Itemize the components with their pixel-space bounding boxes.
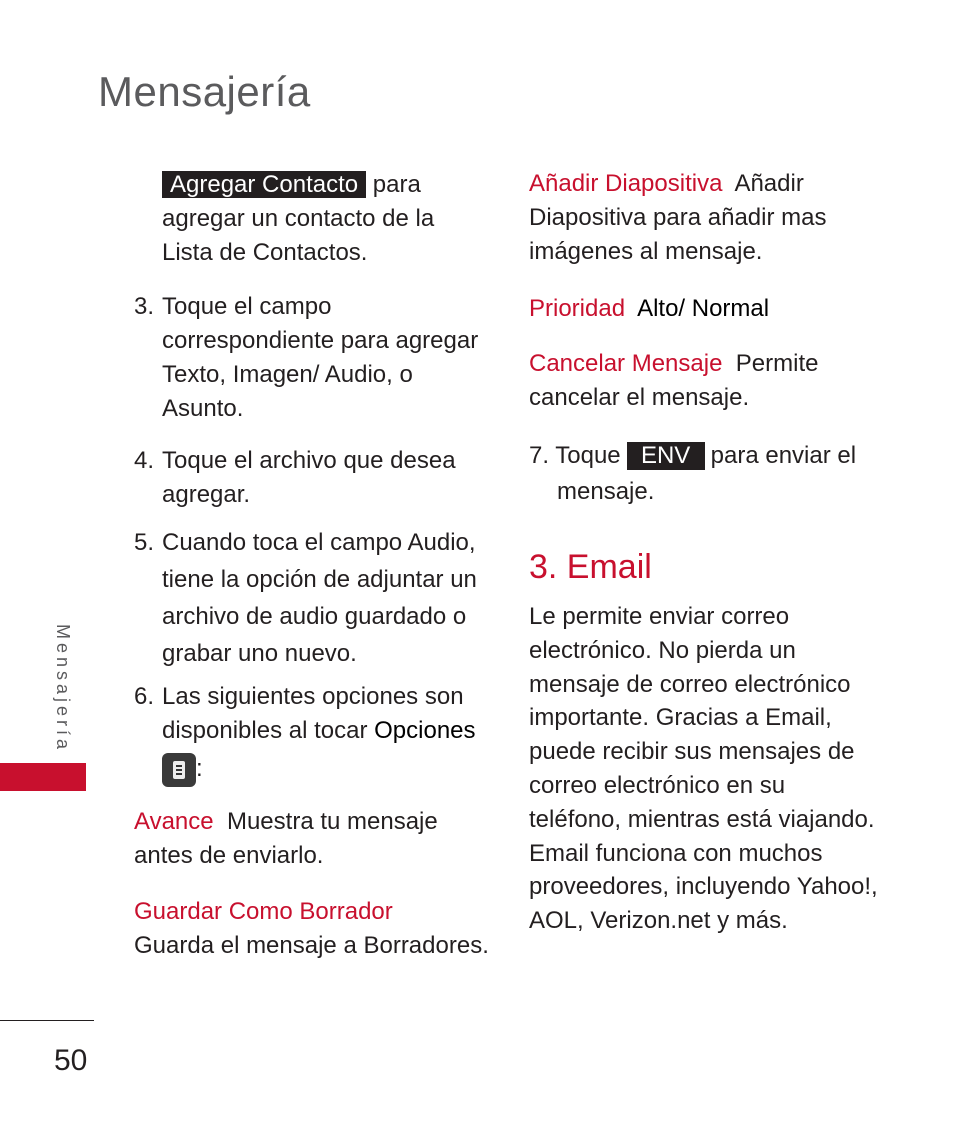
email-line: teléfono, mientras está viajando. xyxy=(529,805,875,833)
colon: : xyxy=(196,755,203,782)
step-number: 6. xyxy=(134,683,155,710)
email-line: importante. Gracias a Email, xyxy=(529,704,832,732)
agregar-text-line: agregar un contacto de la xyxy=(162,205,435,232)
avance-text: Muestra tu mensaje xyxy=(226,808,438,835)
step-line: agregar. xyxy=(162,481,251,508)
diapositiva-text-line: imágenes al mensaje. xyxy=(529,238,763,265)
step-3 xyxy=(134,290,494,426)
step-line: grabar uno nuevo. xyxy=(162,640,357,667)
step-line: tiene la opción de adjuntar un xyxy=(162,566,477,593)
step-line: Las siguientes opciones son xyxy=(162,683,464,710)
cancelar-option xyxy=(529,347,909,415)
step-line: Toque el campo xyxy=(162,293,332,320)
agregar-contacto-block xyxy=(162,168,482,270)
cancelar-text: Permite xyxy=(735,350,819,377)
step-5 xyxy=(134,524,494,672)
email-line: electrónico. No pierda un xyxy=(529,636,796,664)
email-line: AOL, Verizon.net y más. xyxy=(529,907,788,935)
email-line: mensaje de correo electrónico xyxy=(529,670,851,698)
step-line: Cuando toca el campo Audio, xyxy=(162,529,476,556)
step-line: para enviar el xyxy=(710,442,857,469)
guardar-option xyxy=(134,895,514,963)
agregar-text: para xyxy=(372,171,421,198)
prioridad-option xyxy=(529,292,909,326)
step-line: 7. Toque xyxy=(529,442,621,469)
email-line: correo electrónico en su xyxy=(529,771,786,799)
step-line: Toque el archivo que desea xyxy=(162,447,456,474)
step-line: disponibles al tocar xyxy=(162,717,368,744)
side-section-label: Mensajería xyxy=(53,624,73,754)
prioridad-label[interactable]: Prioridad xyxy=(529,295,626,322)
agregar-contacto-button[interactable]: Agregar Contacto xyxy=(162,171,366,198)
guardar-label[interactable]: Guardar Como Borrador xyxy=(134,898,393,925)
step-line: mensaje. xyxy=(557,478,655,505)
diapositiva-label[interactable]: Añadir Diapositiva xyxy=(529,170,723,197)
step-line: archivo de audio guardado o xyxy=(162,603,467,630)
step-7 xyxy=(529,438,909,510)
menu-icon[interactable] xyxy=(162,753,196,787)
cancelar-text-line: cancelar el mensaje. xyxy=(529,384,750,411)
guardar-text: Guarda el mensaje a Borradores. xyxy=(134,932,489,959)
step-number: 4. xyxy=(134,447,155,474)
prioridad-value: Alto/ Normal xyxy=(637,295,770,322)
step-line: Texto, Imagen/ Audio, o xyxy=(162,361,413,388)
diapositiva-option xyxy=(529,167,909,269)
side-tab-marker xyxy=(0,763,86,791)
agregar-text-line: Lista de Contactos. xyxy=(162,239,368,266)
step-number: 5. xyxy=(134,529,155,556)
page-number: 50 xyxy=(54,1044,88,1077)
email-line: puede recibir sus mensajes de xyxy=(529,738,855,766)
email-line: Email funciona con muchos xyxy=(529,839,823,867)
step-number: 3. xyxy=(134,293,155,320)
page-number-rule xyxy=(0,1020,94,1021)
env-button[interactable]: ENV xyxy=(627,442,705,470)
avance-label[interactable]: Avance xyxy=(134,808,214,835)
email-line: Le permite enviar correo xyxy=(529,603,790,630)
avance-text-line: antes de enviarlo. xyxy=(134,842,324,869)
email-heading: 3. Email xyxy=(529,548,652,586)
diapositiva-text-line: Diapositiva para añadir mas xyxy=(529,204,827,231)
diapositiva-text: Añadir xyxy=(734,170,804,197)
opciones-label: Opciones xyxy=(374,717,476,744)
email-paragraph xyxy=(529,600,929,938)
step-4 xyxy=(134,444,494,512)
cancelar-label[interactable]: Cancelar Mensaje xyxy=(529,350,723,377)
step-line: Asunto. xyxy=(162,395,244,422)
step-6 xyxy=(134,680,494,787)
email-line: proveedores, incluyendo Yahoo!, xyxy=(529,873,878,901)
step-line: correspondiente para agregar xyxy=(162,327,479,354)
page-title: Mensajería xyxy=(98,68,311,115)
avance-option xyxy=(134,805,494,873)
